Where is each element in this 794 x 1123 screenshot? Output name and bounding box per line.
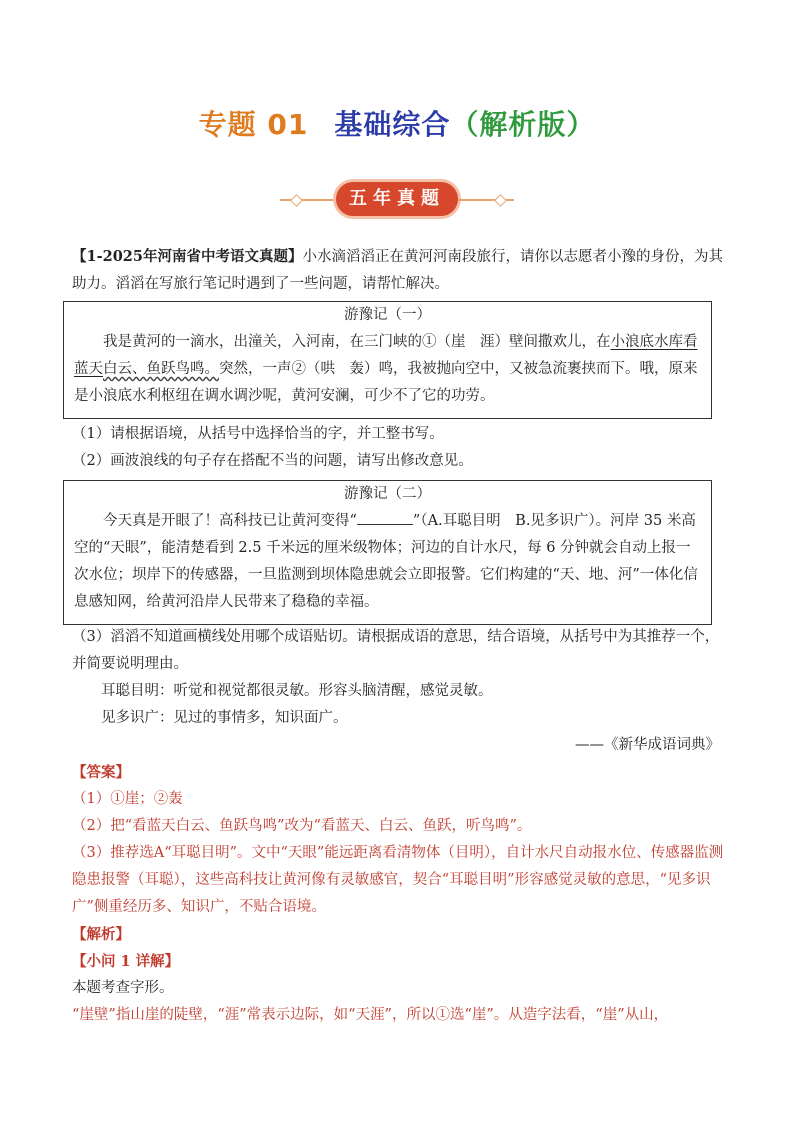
travel-note-1-heading: 游豫记（一） xyxy=(344,307,431,323)
question-intro xyxy=(72,243,732,298)
travel-note-1-body xyxy=(74,329,701,410)
title-topic-number: 专题 01 xyxy=(198,108,309,141)
note1-text-b: 突然，一声②（哄 轰）鸣，我被抛向空中，又被急流裹挟而下。哦，原来是小浪底水利枢纽在调水调沙呢，黄河安澜，可少不了它的功劳。 xyxy=(74,361,698,404)
question-3: （3）滔滔不知道画横线处用哪个成语贴切。请根据成语的意思，结合语境，从括号中为其推荐一个，并简要说明理由。 xyxy=(72,629,720,672)
title-edition: （解析版） xyxy=(450,108,596,141)
title-topic-name: 基础综合 xyxy=(334,108,451,141)
note2-text-b: ”（A.耳聪目明 B.见多识广）。河岸 35 米高空的“天眼”，能清楚看到 2.5 千米远的厘米级物体；河边的自计水尺，每 6 分钟就会自动上报一次水位；坝岸下的传感器，一旦监测到坝体隐患就会立即报警。它们构建的“天、地、河”一体化信息感知网，给黄河沿岸人民带来了稳稳的幸福。 xyxy=(74,513,698,610)
question-source: 【1-2025年河南省中考语文真题】 xyxy=(72,248,303,265)
banner-left-rule xyxy=(280,199,336,201)
page-title xyxy=(0,103,794,143)
banner-label: 五年真题 xyxy=(336,182,458,216)
citation: ——《新华成语词典》 xyxy=(575,737,720,753)
definition-2: 见多识广：见过的事情多，知识面广。 xyxy=(101,710,348,726)
note2-text-a: 今天真是开眼了！高科技已让黄河变得“ xyxy=(103,513,357,529)
travel-note-2-body xyxy=(74,508,701,616)
analysis-subquestion-1: 【小问 1 详解】 xyxy=(72,953,180,970)
note1-underlined-text: 小浪底水库看蓝天 xyxy=(74,334,698,377)
answer-2: （2）把“看蓝天白云、鱼跃鸟鸣”改为“看蓝天、白云、鱼跃，听鸟鸣”。 xyxy=(72,818,532,834)
travel-note-2 xyxy=(63,480,712,625)
travel-note-2-heading: 游豫记（二） xyxy=(344,486,431,502)
question-intro-text: 小水滴滔滔正在黄河河南段旅行，请你以志愿者小豫的身份，为其助力。滔滔在写旅行笔记时遇到了一些问题，请帮忙解决。 xyxy=(72,249,723,292)
section-banner xyxy=(272,180,522,220)
note1-wavy-text: 白云、鱼跃鸟鸣。 xyxy=(103,361,219,377)
analysis-label: 【解析】 xyxy=(72,926,130,943)
answer-blank xyxy=(357,510,413,525)
banner-right-ornament xyxy=(494,194,507,207)
question-2: （2）画波浪线的句子存在搭配不当的问题，请写出修改意见。 xyxy=(72,453,473,469)
analysis-line-1: 本题考查字形。 xyxy=(72,980,174,996)
answer-3: （3）推荐选A“耳聪目明”。文中“天眼”能远距离看清物体（目明），自计水尺自动报水位、传感器监测隐患报警（耳聪），这些高科技让黄河像有灵敏感官，契合“耳聪目明”形容感觉灵敏的意思，“见多识广”侧重经历多、知识广，不贴合语境。 xyxy=(72,845,724,915)
banner-left-ornament xyxy=(290,194,303,207)
analysis-line-2: “崖壁”指山崖的陡壁，“涯”常表示边际，如“天涯”，所以①选“崖”。从造字法看，“崖”从山， xyxy=(72,1007,669,1023)
note1-text-a: 我是黄河的一滴水，出潼关，入河南，在三门峡的①（崖 涯）壁间撒欢儿，在 xyxy=(103,334,611,350)
definition-1: 耳聪目明：听觉和视觉都很灵敏。形容头脑清醒，感觉灵敏。 xyxy=(101,683,493,699)
answer-1: （1）①崖；②轰 xyxy=(72,791,183,807)
travel-note-1 xyxy=(63,301,712,419)
question-1: （1）请根据语境，从括号中选择恰当的字，并工整书写。 xyxy=(72,426,444,442)
answer-label: 【答案】 xyxy=(72,764,130,781)
